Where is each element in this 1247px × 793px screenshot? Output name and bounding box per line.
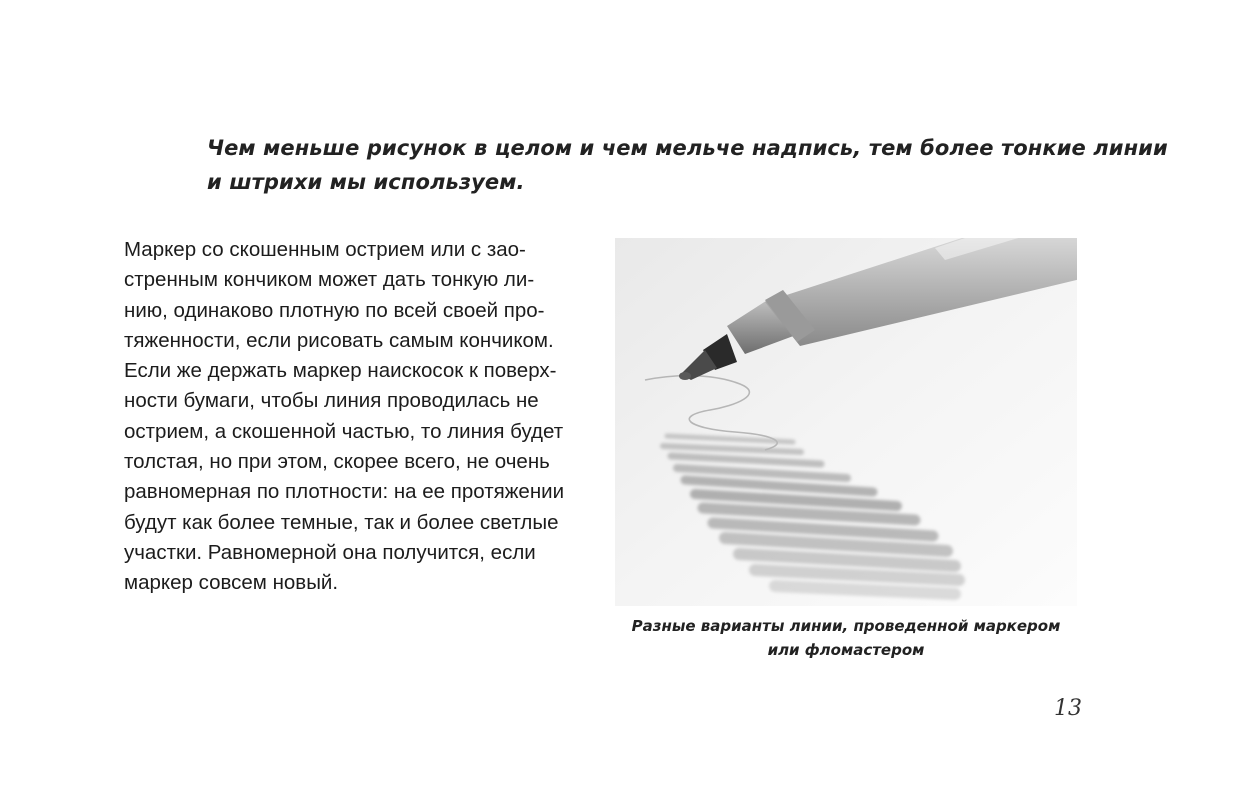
- body-line: толстая, но при этом, скорее всего, не очень: [124, 450, 550, 474]
- body-line: равномерная по плотности: на ее протяжении: [124, 480, 565, 504]
- body-line: будут как более темные, так и более светлые: [124, 510, 559, 534]
- page-number: 13: [1054, 696, 1082, 721]
- body-line: стренным кончиком может дать тонкую ли-: [124, 268, 535, 292]
- body-line: маркер совсем новый.: [124, 571, 339, 595]
- figure-caption: [615, 614, 1077, 662]
- lead-line: и штрихи мы используем.: [207, 170, 525, 194]
- body-line: Если же держать маркер наискосок к поверх-: [124, 359, 557, 383]
- lead-line: Чем меньше рисунок в целом и чем мельче надпись, тем более тонкие линии: [207, 136, 1168, 160]
- body-line: Маркер со скошенным острием или с зао-: [124, 238, 526, 261]
- body-line: участки. Равномерной она получится, если: [124, 540, 536, 564]
- caption-line: Разные варианты линии, проведенной маркером: [631, 617, 1061, 635]
- body-line: тяженности, если рисовать самым кончиком.: [124, 328, 554, 352]
- body-line: нию, одинаково плотную по всей своей про-: [124, 298, 545, 322]
- caption-line: или фломастером: [767, 641, 925, 659]
- body-line: ности бумаги, чтобы линия проводилась не: [124, 389, 539, 413]
- body-line: острием, а скошенной частью, то линия будет: [124, 419, 564, 443]
- marker-photo: [615, 238, 1077, 606]
- body-paragraph: [124, 235, 594, 599]
- lead-paragraph: [207, 131, 1168, 199]
